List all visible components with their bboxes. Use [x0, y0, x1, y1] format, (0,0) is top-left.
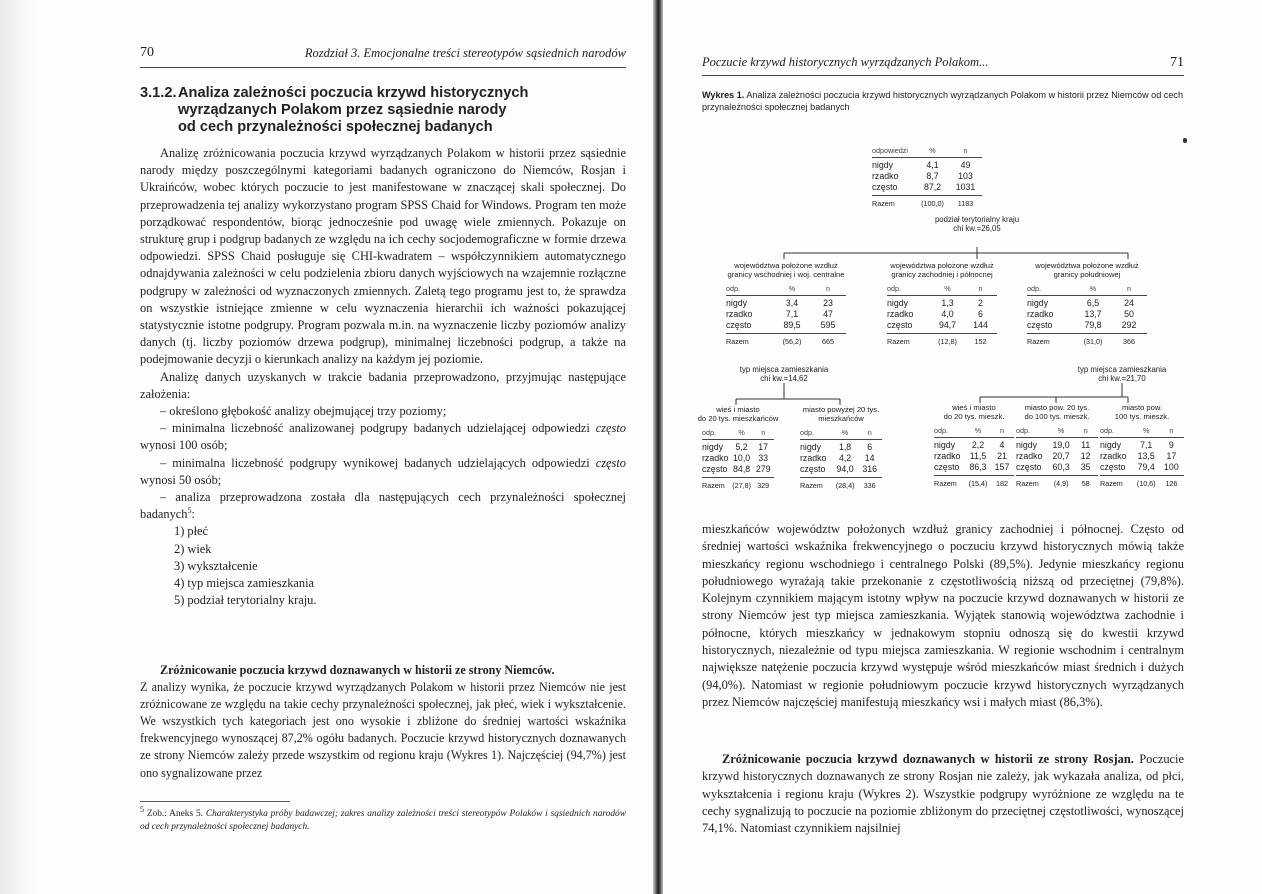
heading-number: 3.1.2.	[140, 85, 177, 101]
node-label-line: do 20 tys. mieszk.	[943, 412, 1005, 421]
node-label	[788, 405, 894, 423]
chaid-tree-diagram	[697, 135, 1184, 510]
table-row	[1016, 462, 1098, 473]
table-row	[702, 442, 774, 453]
feature-item: 1) płeć	[174, 524, 209, 539]
row-label: rzadko	[800, 453, 827, 463]
node-label	[875, 261, 1009, 279]
feature-item: 4) typ miejsca zamieszkania	[174, 576, 315, 591]
table-row	[1016, 440, 1098, 451]
figure-caption: Wykres 1. Analiza zależności poczucia krzywd historycznych wyrządzanych Polakom w historii przez Niemców od cech przynależności społecznej badanych	[702, 90, 1184, 112]
row-label: nigdy	[872, 160, 894, 170]
total-percent: (12,8)	[938, 337, 957, 346]
percent-cell: 79,8	[1084, 320, 1102, 330]
list-item: – minimalna liczebność analizowanej podgrupy badanych udzielającej odpowiedzi często wynosi 100 osób;	[140, 421, 626, 453]
total-row	[1100, 475, 1184, 489]
count-cell: 17	[1166, 451, 1177, 461]
node-label	[714, 261, 858, 279]
percent-cell: 4,1	[926, 160, 939, 170]
table-header	[887, 283, 997, 296]
percent-cell: 19,0	[1052, 440, 1070, 450]
table-row	[1100, 462, 1184, 473]
root-table	[872, 145, 982, 209]
count-cell: 9	[1168, 440, 1174, 450]
header-cell: %	[974, 426, 982, 435]
total-label: Razem	[872, 199, 895, 208]
paragraph: Analizę danych uzyskanych w trakcie badania przeprowadzono, przyjmując następujące założenia:	[140, 369, 626, 401]
split-label: typ miejsca zamieszkania chi kw.=14,62	[739, 365, 829, 383]
count-cell: 279	[755, 464, 771, 474]
count-cell: 144	[973, 320, 988, 330]
page-number: 71	[1170, 55, 1184, 70]
node-label-line: do 20 tys. mieszkańców	[697, 414, 779, 423]
table-row	[1100, 440, 1184, 451]
percent-cell: 86,3	[969, 462, 987, 472]
row-label: nigdy	[1100, 440, 1122, 450]
row-label: często	[800, 464, 826, 474]
row-label: nigdy	[702, 442, 724, 452]
total-percent: (10,6)	[1136, 479, 1156, 488]
leaf-table	[1100, 403, 1184, 489]
list-item: – analiza przeprowadzona została dla następujących cech przynależności społecznej badanych$^5$:	[140, 490, 626, 522]
total-percent: (27,8)	[732, 481, 751, 490]
section-heading	[140, 85, 626, 136]
total-row	[887, 333, 997, 347]
total-count: 329	[757, 481, 770, 490]
percent-cell: 6,5	[1086, 298, 1100, 308]
table-header	[726, 283, 846, 296]
total-label: Razem	[934, 479, 957, 488]
left-page	[140, 0, 626, 894]
total-count: 152	[974, 337, 987, 346]
count-cell: 49	[960, 160, 971, 170]
count-cell: 595	[820, 320, 836, 330]
heading-line: wyrządzanych Polakom przez sąsiednie narody	[178, 102, 507, 118]
header-cell: odp.	[726, 284, 740, 293]
table-header	[1100, 425, 1184, 438]
table-row	[702, 453, 774, 464]
total-label: Razem	[702, 481, 725, 490]
footnote: $^5$ Zob.: Aneks 5. Charakterystyka próby badawczej; zakres analizy zależności treści stereotypów Polaków i sąsiednich narodów od cech przynależności społecznej badanych.	[140, 804, 626, 832]
header-rule	[702, 75, 1184, 76]
total-row	[872, 195, 982, 209]
region-table-west	[887, 261, 997, 347]
count-cell: 14	[864, 453, 875, 463]
row-label: nigdy	[887, 298, 909, 308]
total-percent: (100,0)	[921, 199, 944, 208]
percent-cell: 60,3	[1052, 462, 1070, 472]
count-cell: 47	[823, 309, 833, 319]
total-count: 126	[1165, 479, 1178, 488]
node-label-line: województwa położone wzdłuż	[734, 261, 838, 270]
count-cell: 103	[958, 171, 973, 181]
table-row	[726, 309, 846, 320]
running-title: Poczucie krzywd historycznych wyrządzanych Polakom...	[702, 55, 989, 69]
row-label: często	[1027, 320, 1053, 330]
row-label: często	[726, 320, 752, 330]
count-cell: 17	[758, 442, 769, 452]
node-label-line: granicy wschodniej i woj. centralne	[727, 270, 845, 279]
split-label: typ miejsca zamieszkania chi kw.=21,70	[1077, 365, 1167, 383]
body-text	[140, 145, 626, 609]
paragraph: Z analizy wynika, że poczucie krzywd wyrządzanych Polakom w historii przez Niemców nie jest zróżnicowane ze względu na takie cechy przynależności społecznej, jak płeć, wiek i wykształcenie. We wszystkich tych kategoriach jest ono wysokie i zbliżone do średniej wartości wskaźnika frekwencyjnego wynoszącej 87,2% ogółu badanych. Poczucie krzywd historycznych doznawanych ze strony Niemców zależy przede wszystkim od regionu kraju (Wykres 1). Najczęściej (94,7%) jest ono sygnalizowane przez	[140, 680, 626, 780]
row-label: rzadko	[887, 309, 914, 319]
table-header	[1027, 283, 1147, 296]
leaf-table	[934, 403, 1014, 489]
header-cell: %	[929, 146, 936, 155]
node-label	[690, 405, 786, 423]
row-label: nigdy	[800, 442, 822, 452]
row-label: rzadko	[726, 309, 753, 319]
table-header	[1016, 425, 1098, 438]
header-cell: odp.	[1016, 426, 1030, 435]
header-cell: n	[1169, 426, 1174, 435]
total-count: 58	[1081, 479, 1090, 488]
subsection-title: Zróżnicowanie poczucia krzywd doznawanych w historii ze strony Rosjan.	[722, 752, 1134, 766]
header-cell: n	[978, 284, 983, 293]
percent-cell: 1,3	[941, 298, 954, 308]
total-label: Razem	[1016, 479, 1039, 488]
count-cell: 23	[823, 298, 833, 308]
table-row	[1027, 309, 1147, 320]
percent-cell: 84,8	[733, 464, 751, 474]
table-row	[887, 309, 997, 320]
node-label-line: miasto powyżej 20 tys.	[802, 405, 880, 414]
header-cell: %	[841, 428, 849, 437]
header-cell: odp.	[934, 426, 948, 435]
count-cell: 11	[1081, 440, 1091, 450]
total-count: 1183	[957, 199, 974, 208]
count-cell: 100	[1164, 462, 1179, 472]
section-germans	[140, 662, 626, 782]
count-cell: 21	[997, 451, 1007, 461]
footnote-ref: 5	[187, 506, 192, 516]
percent-cell: 4,0	[941, 309, 954, 319]
row-label: często	[1016, 462, 1042, 472]
total-label: Razem	[726, 337, 749, 346]
row-label: nigdy	[1016, 440, 1038, 450]
count-cell: 1031	[955, 182, 976, 192]
paragraph: Analizę zróżnicowania poczucia krzywd wyrządzanych Polakom w historii przez sąsiednie narody między poszczególnymi kategoriami badanych ograniczono do Niemców, Rosjan i Ukraińców, wobec których poczucie to jest manifestowane w znaczącej skali społecznej. Do przeprowadzenia tej analizy wykorzystano program SPSS Chaid for Windows. Program ten może porządkować respondentów, biorąc jednocześnie pod uwagę wiele zmiennych. Pokazuje on strukturę grup i podgrup badanych ze względu na ich cechy socjodemograficzne w formie drzewa odpowiedzi. SPSS Chaid posługuje się CHI-kwadratem – współczynnikiem automatycznego odnajdywania zależności w celu podzielenia zbioru danych wyjściowych na wzajemnie rozłączne podgrupy w zależności od wyznaczonych zmiennych. Zaletą tego programu jest to, że sprawdza on wszystkie istniejące zmienne w celu wyznaczenia hierarchii ich ważności pokazującej statystycznie istotne podgrupy. Program pozwala m.in. na wyznaczenie liczby poziomów analizy danych (tj. liczby poziomów drzewa podgrup), minimalnej liczebności podgrup, a także na podejmowanie decyzji o kierunkach analizy na każdym jej poziomie.	[140, 146, 626, 367]
header-cell: %	[738, 428, 745, 437]
header-cell: %	[1057, 426, 1065, 435]
header-cell: %	[1089, 284, 1097, 293]
node-label-line: mieszkańców	[818, 414, 864, 423]
total-percent: (56,2)	[782, 337, 802, 346]
table-row	[1027, 320, 1147, 331]
node-label-line: województwa położone wzdłuż	[1035, 261, 1139, 270]
node-label-line: 100 tys. mieszk.	[1114, 412, 1170, 421]
percent-cell: 87,2	[923, 182, 942, 192]
header-cell: n	[826, 284, 830, 293]
header-cell: n	[963, 146, 968, 155]
header-cell: %	[1142, 426, 1150, 435]
feature-item: 2) wiek	[174, 541, 212, 556]
total-row	[1027, 333, 1147, 347]
heading-line: 3.1.2.Analiza zależności poczucia krzywd historycznych	[140, 85, 529, 101]
row-label: rzadko	[702, 453, 729, 463]
percent-cell: 7,1	[785, 309, 799, 319]
list-item: – określono głębokość analizy obejmującej trzy poziomy;	[160, 404, 447, 419]
heading-line: od cech przynależności społecznej badanych	[178, 119, 493, 135]
node-label-line: granicy południowej	[1053, 270, 1121, 279]
region-table-south	[1027, 261, 1147, 347]
feature-item: 5) podział terytorialny kraju.	[174, 593, 317, 608]
total-label: Razem	[800, 481, 823, 490]
header-cell: odpowiedzi	[872, 146, 908, 155]
total-row	[702, 477, 774, 491]
header-cell: odp.	[702, 428, 716, 437]
row-label: często	[702, 464, 728, 474]
table-header	[934, 425, 1014, 438]
count-cell: 35	[1080, 462, 1091, 472]
table-row	[800, 453, 882, 464]
row-label: nigdy	[934, 440, 956, 450]
table-row	[934, 440, 1014, 451]
total-count: 336	[863, 481, 876, 490]
table-header	[800, 427, 882, 440]
table-row	[887, 298, 997, 309]
percent-cell: 4,2	[838, 453, 852, 463]
header-cell: n	[761, 428, 766, 437]
count-cell: 316	[862, 464, 878, 474]
header-cell: odp.	[887, 284, 901, 293]
leaf-table	[1016, 403, 1098, 489]
total-row	[800, 477, 882, 491]
scan-margin	[0, 0, 38, 894]
running-title: Rozdział 3. Emocjonalne treści stereotypów sąsiednich narodów	[304, 46, 626, 60]
percent-cell: 11,5	[969, 451, 987, 461]
node-label-line: do 100 tys. mieszk.	[1024, 412, 1090, 421]
percent-cell: 7,1	[1140, 440, 1153, 450]
table-row	[887, 320, 997, 331]
table-row	[1016, 451, 1098, 462]
running-header	[702, 45, 1184, 70]
total-row	[934, 475, 1014, 489]
table-header	[702, 427, 774, 440]
table-row	[726, 320, 846, 331]
row-label: rzadko	[1100, 451, 1127, 461]
node-label-line: granicy zachodniej i północnej	[891, 270, 993, 279]
count-cell: 4	[999, 440, 1005, 450]
header-cell: %	[788, 284, 796, 293]
table-row	[800, 464, 882, 475]
header-cell: odp.	[1027, 284, 1041, 293]
count-cell: 157	[994, 462, 1010, 472]
table-row	[1100, 451, 1184, 462]
row-label: rzadko	[1027, 309, 1054, 319]
node-label-line: wieś i miasto	[952, 403, 996, 412]
count-cell: 12	[1080, 451, 1091, 461]
table-row	[872, 171, 982, 182]
percent-cell: 94,7	[938, 320, 957, 330]
split-label: podział terytorialny kraju chi kw.=26,05	[934, 215, 1020, 233]
percent-cell: 89,5	[783, 320, 801, 330]
count-cell: 33	[758, 453, 769, 463]
subsection-title: Zróżnicowanie poczucia krzywd doznawanych w historii ze strony Niemców.	[160, 663, 555, 677]
total-label: Razem	[1027, 337, 1050, 346]
total-percent: (4,9)	[1053, 479, 1069, 488]
paragraph	[140, 662, 626, 679]
percent-cell: 2,2	[971, 440, 985, 450]
percent-cell: 20,7	[1052, 451, 1070, 461]
leaf-table	[800, 405, 882, 491]
section-russians	[702, 751, 1184, 837]
table-row	[934, 462, 1014, 473]
body-text: mieszkańców województw położonych wzdłuż granicy zachodniej i północnej. Często od średniej wartości wskaźnika frekwencyjnego o poczuciu krzywd historycznych mówią także mieszkańcy regionu wschodniego i centralnego Polski (89,5%). Jedynie mieszkańcy regionu południowego wyrażają takie przekonanie z częstotliwością niższą od przeciętnej (79,8%). Kolejnym czynnikiem mającym istotny wpływ na poczucie krzywd doznawanych w historii ze strony Niemców jest typ miejsca zamieszkania. Wyjątek stanowią województwa zachodnie i północne, których mieszkańcy w jednakowym stopniu odnoszą się do kwestii krzywd historycznych, niezależnie od typu miejsca zamieszkania. W regionie wschodnim i centralnym największe natężenie poczucia krzywd występuje wśród mieszkańców miast średnich i dużych (94,0%). Natomiast w regionie południowym poczucie krzywd historycznych wyrządzanych przez Niemców najczęściej manifestują mieszkańcy wsi i małych miast (86,3%).	[702, 522, 1184, 709]
percent-cell: 10,0	[733, 453, 751, 463]
table-header	[872, 145, 982, 158]
row-label: rzadko	[934, 451, 961, 461]
count-cell: 2	[978, 298, 983, 308]
percent-cell: 13,7	[1084, 309, 1102, 319]
count-cell: 6	[978, 309, 983, 319]
count-cell: 6	[867, 442, 873, 452]
table-row	[872, 160, 982, 171]
book-gutter	[653, 0, 663, 894]
percent-cell: 8,7	[926, 171, 939, 181]
count-cell: 24	[1124, 298, 1134, 308]
row-label: nigdy	[726, 298, 748, 308]
right-page	[697, 0, 1184, 894]
table-row	[702, 464, 774, 475]
total-label: Razem	[1100, 479, 1123, 488]
page-number: 70	[140, 45, 154, 60]
percent-cell: 1,8	[838, 442, 852, 452]
header-cell: n	[1083, 426, 1088, 435]
node-label-line: województwa położone wzdłuż	[890, 261, 994, 270]
header-rule	[140, 67, 626, 68]
total-count: 182	[996, 479, 1008, 488]
header-cell: n	[867, 428, 872, 437]
list-item: – minimalna liczebność podgrupy wynikowej badanych udzielających odpowiedzi często wynosi 50 osób;	[140, 455, 626, 487]
row-label: często	[887, 320, 913, 330]
table-row	[1027, 298, 1147, 309]
table-row	[872, 182, 982, 193]
percent-cell: 79,4	[1137, 462, 1155, 472]
total-label: Razem	[887, 337, 910, 346]
row-label: często	[934, 462, 960, 472]
header-cell: odp.	[800, 428, 814, 437]
paragraph: Zróżnicowanie poczucia krzywd doznawanych w historii ze strony Rosjan. Poczucie krzywd historycznych doznawanych ze strony Rosjan nie zależy, jak wykazała analiza, od płci, wykształcenia i regionu kraju (Wykres 2). Wszystkie podgrupy wyróżnione ze względu na te cechy sygnalizują to poczucie na poziomie zbliżonym do przeciętnej częstotliwości, wynoszącej 74,1%. Natomiast czynnikiem najsilniej	[702, 752, 1184, 836]
region-table-east	[726, 261, 846, 347]
node-label-line: wieś i miasto	[716, 405, 760, 414]
total-count: 665	[822, 337, 834, 346]
running-header	[140, 45, 626, 63]
node-label-line: miasto pow. 20 tys.	[1024, 403, 1090, 412]
total-percent: (31,0)	[1083, 337, 1103, 346]
row-label: rzadko	[872, 171, 899, 181]
header-cell: odp.	[1100, 426, 1114, 435]
row-label: nigdy	[1027, 298, 1049, 308]
table-row	[934, 451, 1014, 462]
leaf-table	[697, 405, 779, 491]
feature-item: 3) wykształcenie	[174, 558, 258, 573]
percent-cell: 94,0	[836, 464, 854, 474]
total-row	[726, 333, 846, 347]
percent-cell: 13,5	[1137, 451, 1155, 461]
total-percent: (15,4)	[968, 479, 988, 488]
header-cell: %	[944, 284, 951, 293]
total-row	[1016, 475, 1098, 489]
node-label	[1015, 261, 1159, 279]
header-cell: n	[1000, 426, 1004, 435]
count-cell: 50	[1124, 309, 1134, 319]
row-label: często	[1100, 462, 1126, 472]
row-label: rzadko	[1016, 451, 1043, 461]
percent-cell: 5,2	[735, 442, 748, 452]
node-label-line: miasto pow.	[1121, 403, 1163, 412]
total-count: 366	[1123, 337, 1135, 346]
footnote-rule	[140, 801, 290, 802]
table-row	[800, 442, 882, 453]
table-row	[726, 298, 846, 309]
count-cell: 292	[1121, 320, 1137, 330]
percent-cell: 3,4	[785, 298, 799, 308]
total-percent: (28,4)	[835, 481, 855, 490]
header-cell: n	[1127, 284, 1131, 293]
node-label	[1088, 403, 1196, 421]
row-label: często	[872, 182, 898, 192]
